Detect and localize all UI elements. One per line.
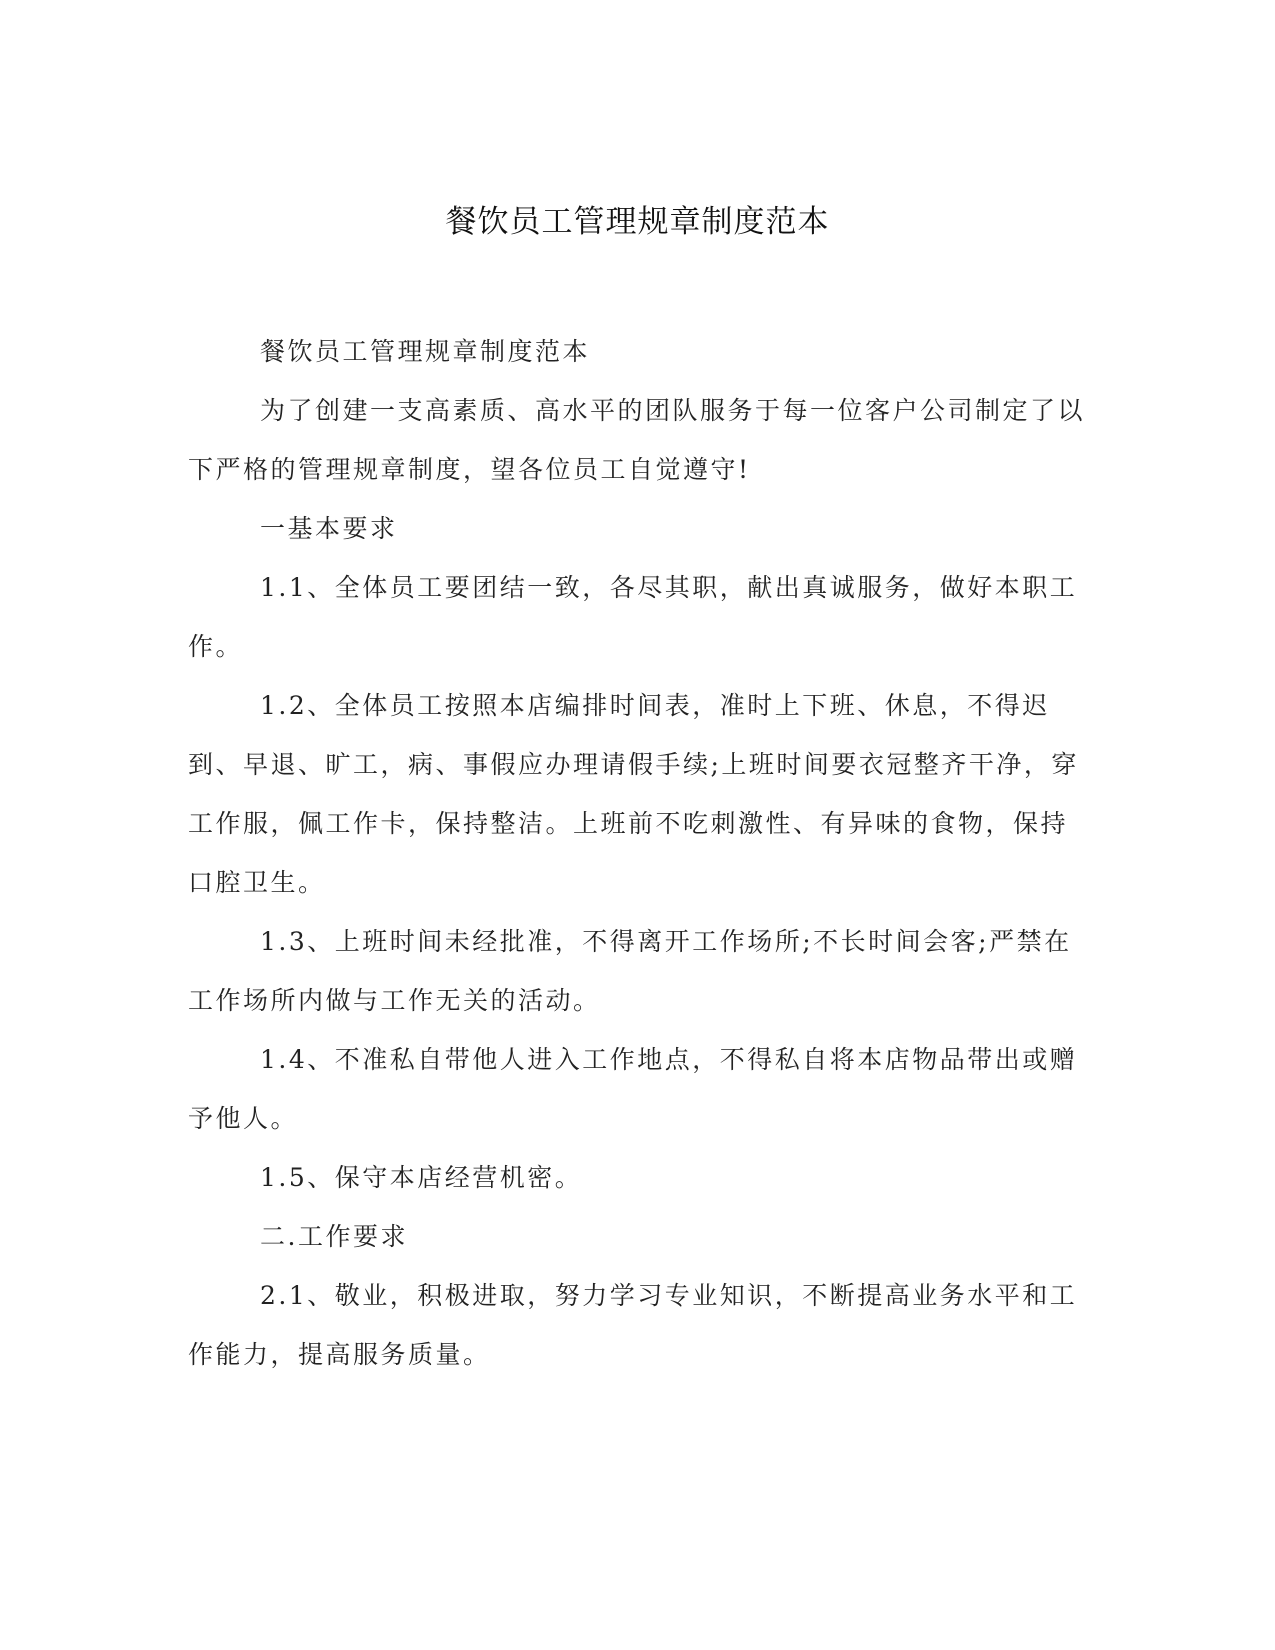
- paragraph-1-3: 1.3、上班时间未经批准，不得离开工作场所;不长时间会客;严禁在工作场所内做与工作无关的活动。: [188, 927, 1072, 1015]
- paragraph-intro: 为了创建一支高素质、高水平的团队服务于每一位客户公司制定了以下严格的管理规章制度，望各位员工自觉遵守!: [188, 396, 1086, 484]
- document-body: [188, 322, 1088, 1384]
- document-title: 餐饮员工管理规章制度范本: [445, 204, 830, 240]
- paragraph-1-1: 1.1、全体员工要团结一致，各尽其职，献出真诚服务，做好本职工作。: [188, 573, 1078, 661]
- paragraph-2-1: 2.1、敬业，积极进取，努力学习专业知识，不断提高业务水平和工作能力，提高服务质量。: [188, 1281, 1078, 1369]
- paragraph-heading-repeat: 餐饮员工管理规章制度范本: [260, 337, 591, 366]
- paragraph-1-2: 1.2、全体员工按照本店编排时间表，准时上下班、休息，不得迟到、早退、旷工，病、事假应办理请假手续;上班时间要衣冠整齐干净，穿工作服，佩工作卡，保持整洁。上班前不吃刺激性、有异味的食物，保持口腔卫生。: [188, 691, 1079, 897]
- section-heading-basic-requirements: 一基本要求: [260, 514, 398, 543]
- section-heading-work-requirements: 二.工作要求: [260, 1222, 408, 1251]
- paragraph-1-5: 1.5、保守本店经营机密。: [260, 1163, 583, 1192]
- paragraph-1-4: 1.4、不准私自带他人进入工作地点，不得私自将本店物品带出或赠予他人。: [188, 1045, 1078, 1133]
